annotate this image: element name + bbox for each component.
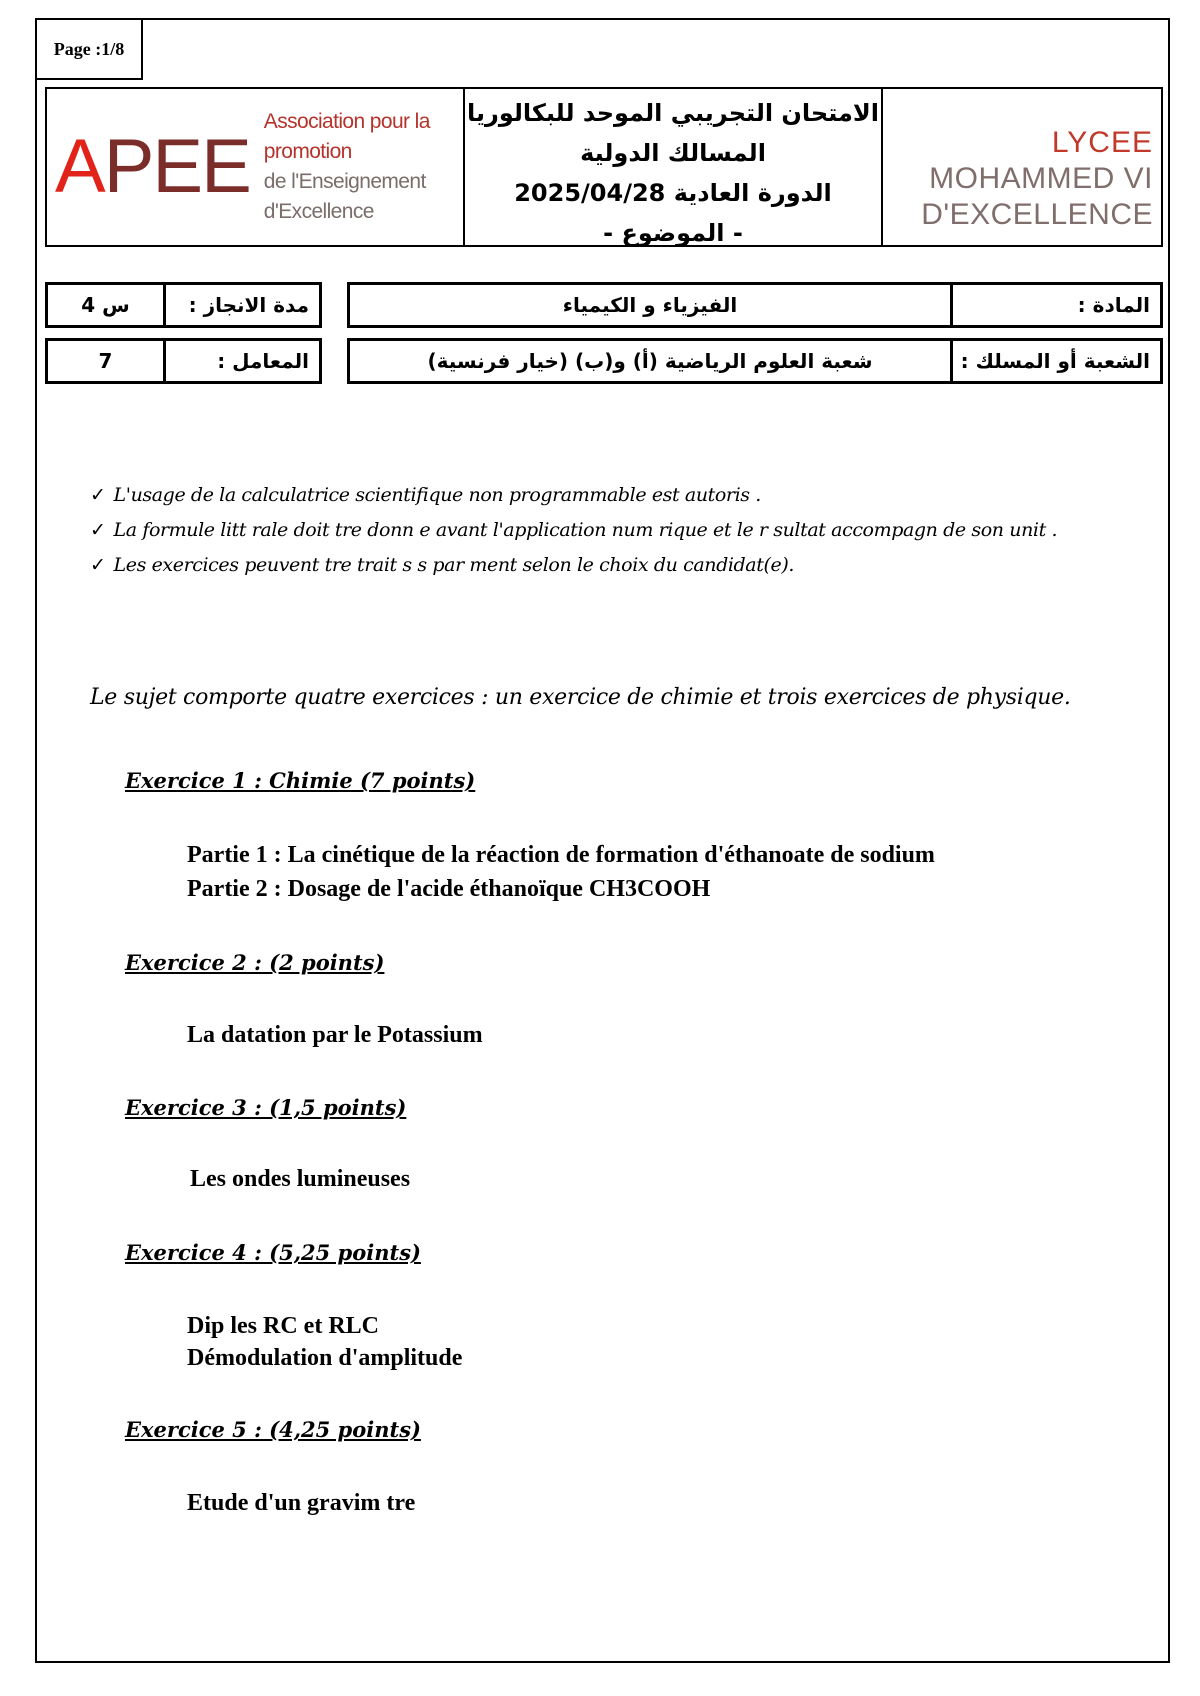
track-label: الشعبة أو المسلك : bbox=[950, 341, 1160, 381]
exercise-2-title: Exercice 2 : (2 points) bbox=[125, 950, 385, 975]
exercise-1-part-1: Partie 1 : La cinétique de la réaction de formation d'éthanoate de sodium bbox=[187, 842, 935, 868]
title-line-3: الدورة العادية 2025/04/28 bbox=[514, 179, 832, 207]
exercise-5-title: Exercice 5 : (4,25 points) bbox=[125, 1417, 421, 1442]
coefficient-label: المعامل : bbox=[163, 341, 319, 381]
instruction-item: ✓ Les exercices peuvent tre trait s s par ment selon le choix du candidat(e). bbox=[90, 554, 794, 576]
lycee-logo: LYCEE MOHAMMED VI D'EXCELLENCE bbox=[921, 126, 1153, 231]
duration-label: مدة الانجاز : bbox=[163, 285, 319, 325]
subject-box bbox=[347, 282, 1163, 328]
subject-label: المادة : bbox=[950, 285, 1160, 325]
exercise-4-part-2: Démodulation d'amplitude bbox=[187, 1345, 463, 1371]
title-line-2: المسالك الدولية bbox=[580, 139, 766, 167]
checkmark-icon: ✓ bbox=[90, 554, 106, 576]
title-line-4: - الموضوع - bbox=[603, 219, 743, 247]
coefficient-value: 7 bbox=[98, 349, 113, 373]
subject-value: الفيزياء و الكيمياء bbox=[562, 293, 738, 317]
exercise-5-part-1: Etude d'un gravim tre bbox=[187, 1490, 416, 1516]
title-line-1: الامتحان التجريبي الموحد للبكالوريا bbox=[467, 99, 879, 127]
duration-value: 4 س bbox=[81, 293, 130, 317]
exercise-4-title: Exercice 4 : (5,25 points) bbox=[125, 1240, 421, 1265]
exercise-1-title: Exercice 1 : Chimie (7 points) bbox=[125, 768, 476, 793]
checkmark-icon: ✓ bbox=[90, 519, 106, 541]
page-number: Page :1/8 bbox=[35, 18, 143, 80]
track-value: شعبة العلوم الرياضية (أ) و(ب) (خيار فرنسية) bbox=[427, 349, 873, 373]
checkmark-icon: ✓ bbox=[90, 484, 106, 506]
subject-intro: Le sujet comporte quatre exercices : un exercice de chimie et trois exercices de physique. bbox=[90, 685, 1071, 710]
instruction-item: ✓ La formule litt rale doit tre donn e avant l'application num rique et le r sultat accompagn de son unit . bbox=[90, 519, 1058, 541]
coefficient-box bbox=[45, 338, 322, 384]
exam-header bbox=[45, 87, 1163, 247]
apee-logo-mark: APEE bbox=[55, 124, 250, 209]
instruction-item: ✓ L'usage de la calculatrice scientifique non programmable est autoris . bbox=[90, 484, 761, 506]
exam-title bbox=[465, 89, 883, 245]
duration-box bbox=[45, 282, 322, 328]
track-box bbox=[347, 338, 1163, 384]
apee-logo bbox=[47, 89, 465, 245]
exercise-2-part-1: La datation par le Potassium bbox=[187, 1022, 483, 1048]
exercise-1-part-2: Partie 2 : Dosage de l'acide éthanoïque CH3COOH bbox=[187, 876, 711, 902]
exercise-4-part-1: Dip les RC et RLC bbox=[187, 1313, 379, 1339]
instructions-list bbox=[90, 478, 1130, 583]
exercise-3-title: Exercice 3 : (1,5 points) bbox=[125, 1095, 407, 1120]
exercise-3-part-1: Les ondes lumineuses bbox=[190, 1166, 411, 1192]
apee-logo-text: Association pour la promotion de l'Enseignement d'Excellence bbox=[263, 110, 430, 223]
